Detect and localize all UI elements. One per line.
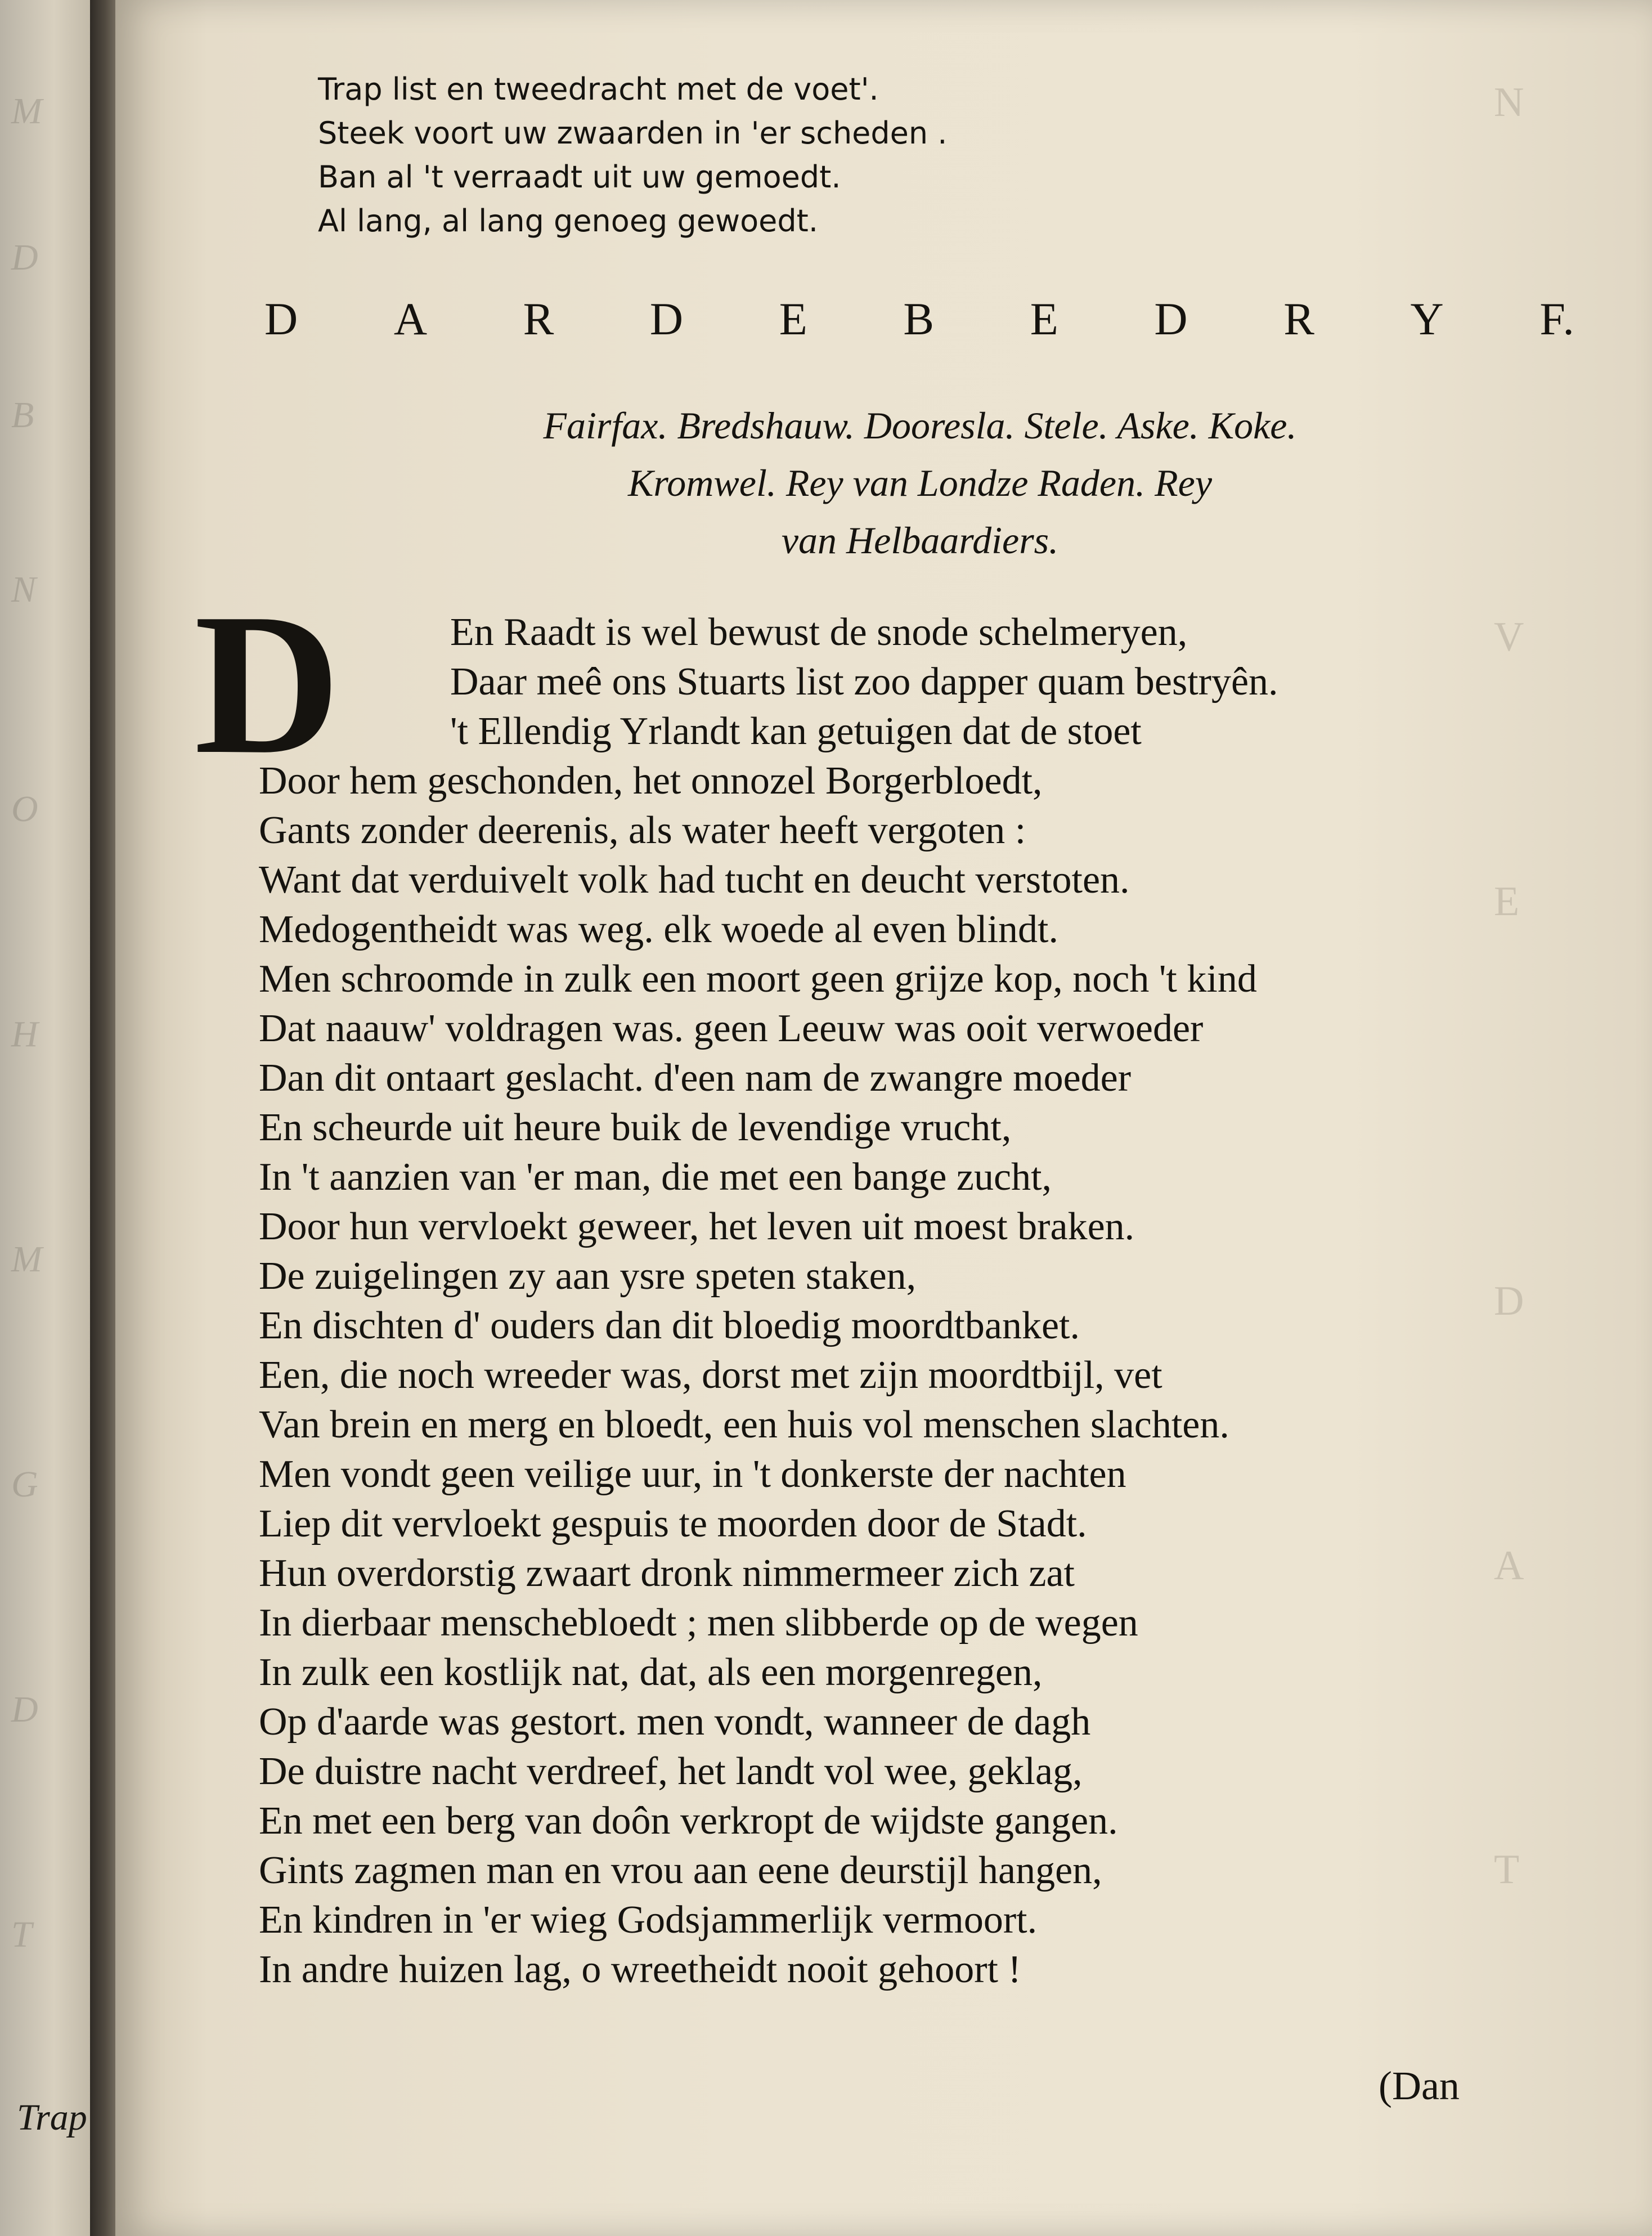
act-title-letter: R: [1283, 293, 1316, 344]
verse-line: En scheurde uit heure buik de levendige vrucht,: [259, 1106, 1012, 1149]
act-title-letter: E: [1030, 293, 1060, 344]
cast-line: Fairfax. Bredshauw. Dooresla. Stele. Aske. Koke.: [543, 404, 1297, 447]
verse-line: Steek voort uw zwaarden in 'er scheden .: [318, 115, 948, 151]
verse-line: Gants zonder deerenis, als water heeft vergoten :: [259, 809, 1026, 852]
previous-page: M D B N O H M G D T Trap: [0, 0, 98, 2236]
verse-line: Dan dit ontaart geslacht. d'een nam de zwangre moeder: [259, 1056, 1132, 1100]
verse-line: Ban al 't verraadt uit uw gemoedt.: [318, 159, 841, 195]
verse-line: In andre huizen lag, o wreetheidt nooit gehoort !: [259, 1948, 1021, 1991]
act-title: [264, 293, 1575, 346]
act-title-letter: Y: [1410, 293, 1445, 344]
verse-line: Hun overdorstig zwaart dronk nimmermeer zich zat: [259, 1552, 1075, 1595]
verse-line: Daar meê ons Stuarts list zoo dapper quam bestryên.: [450, 660, 1278, 703]
catchword: (Dan: [1379, 2063, 1460, 2108]
act-title-letter: F.: [1539, 293, 1575, 344]
verse-line: Al lang, al lang genoeg gewoedt.: [318, 203, 819, 239]
verse-line: Op d'aarde was gestort. men vondt, wanneer de dagh: [259, 1700, 1091, 1744]
act-title-letter: R: [523, 293, 555, 344]
verse-line: Dat naauw' voldragen was. geen Leeuw was ooit verwoeder: [259, 1007, 1204, 1050]
verse-line: In 't aanzien van 'er man, die met een bange zucht,: [259, 1155, 1052, 1199]
act-title-letter: B: [903, 293, 936, 344]
verse-line: En dischten d' ouders dan dit bloedig moordtbanket.: [259, 1304, 1080, 1347]
verse-block: [259, 608, 1278, 1995]
book-page: N V E D A T Trap list en tweedracht met de voet'. Steek voort uw zwaarden in 'er scheden . Ban al 't verraadt uit uw gemoedt. Al lang, al lang genoeg gewoedt. D A R D E B E D R Y F. Fairfax. Bredshauw. Dooresla. Stele. Aske. Koke. Kromwel. Rey van Londze Raden. Rey van Helbaardiers. D En Raadt is wel bewust de snode schelmeryen, Daar meê ons Stuarts list zoo dapper quam bestryên. 't Ellendig Yrlandt kan getuigen dat de stoet Door hem geschonden, het onnozel Borgerbloedt, Gants zonder deerenis, als water heeft vergoten : Want dat verduivelt volk had tucht en deucht verstoten. Medogentheidt was weg. elk woede al even blindt. Men schroomde in zulk een moort geen grijze kop, noch 't kind Dat naauw' voldragen was. geen Leeuw was ooit verwoeder Dan dit ontaart geslacht. d'een nam de zwangre moeder En scheurde uit heure buik de levendige vrucht, In 't aanzien van 'er man, die met een bange zucht, Door hun vervloekt geweer, het leven uit moest braken. De zuigelingen zy aan ysre speten staken, En dischten d' ouders dan dit bloedig moordtbanket. Een, die noch wreeder was, dorst met zijn moordtbijl, vet Van brein en merg en bloedt, een huis vol menschen slachten. Men vondt geen veilige uur, in 't donkerste der nachten Liep dit vervloekt gespuis te moorden door de Stadt. Hun overdorstig zwaart dronk nimmermeer zich zat In dierbaar menschebloedt ; men slibberde op de wegen In zulk een kostlijk nat, dat, als een morgenregen, Op d'aarde was gestort. men vondt, wanneer de dagh De duistre nacht verdreef, het landt vol wee, geklag, En met een berg van doôn verkropt de wijdste gangen. Gints zagmen man en vrou aan eene deurstijl hangen, En kindren in 'er wieg Godsjammerlijk vermoort. In andre huizen lag, o wreetheidt nooit gehoort ! (Dan: [115, 0, 1652, 2236]
verse-line: Trap list en tweedracht met de voet'.: [318, 71, 879, 107]
verse-line: En met een berg van doôn verkropt de wijdste gangen.: [259, 1799, 1118, 1843]
verse-line: 't Ellendig Yrlandt kan getuigen dat de stoet: [450, 710, 1142, 753]
act-title-letter: A: [393, 293, 429, 344]
page-content: [115, 0, 1652, 2236]
verse-line: In dierbaar menschebloedt ; men slibberde op de wegen: [259, 1601, 1138, 1644]
verse-line: Men vondt geen veilige uur, in 't donkerste der nachten: [259, 1453, 1126, 1496]
verse-line: Gints zagmen man en vrou aan eene deurstijl hangen,: [259, 1849, 1102, 1892]
verse-line: Door hem geschonden, het onnozel Borgerbloedt,: [259, 759, 1043, 803]
verse-line: De duistre nacht verdreef, het landt vol wee, geklag,: [259, 1750, 1083, 1793]
verse-line: Een, die noch wreeder was, dorst met zijn moordtbijl, vet: [259, 1354, 1162, 1397]
cast-list: [301, 397, 1539, 569]
drop-cap: D: [194, 571, 340, 796]
verse-line: Van brein en merg en bloedt, een huis vol menschen slachten.: [259, 1403, 1229, 1446]
verse-line: Liep dit vervloekt gespuis te moorden door de Stadt.: [259, 1502, 1087, 1545]
cast-line: Kromwel. Rey van Londze Raden. Rey: [628, 461, 1212, 504]
act-title-letter: D: [264, 293, 299, 344]
verse-line: En kindren in 'er wieg Godsjammerlijk vermoort.: [259, 1898, 1038, 1942]
verse-line: En Raadt is wel bewust de snode schelmeryen,: [450, 611, 1188, 654]
act-title-letter: E: [779, 293, 809, 344]
closing-verse: [318, 68, 947, 243]
act-title-letter: D: [1154, 293, 1189, 344]
cast-line: van Helbaardiers.: [781, 519, 1059, 562]
verse-line: De zuigelingen zy aan ysre speten staken,: [259, 1254, 917, 1298]
verse-line: Medogentheidt was weg. elk woede al even blindt.: [259, 908, 1058, 951]
verse-line: Door hun vervloekt geweer, het leven uit moest braken.: [259, 1205, 1135, 1248]
act-title-letter: D: [649, 293, 685, 344]
previous-page-catchword: Trap: [17, 2097, 87, 2138]
verse-line: In zulk een kostlijk nat, dat, als een morgenregen,: [259, 1651, 1043, 1694]
verse-line: Want dat verduivelt volk had tucht en deucht verstoten.: [259, 858, 1130, 902]
verse-line: Men schroomde in zulk een moort geen grijze kop, noch 't kind: [259, 957, 1257, 1001]
